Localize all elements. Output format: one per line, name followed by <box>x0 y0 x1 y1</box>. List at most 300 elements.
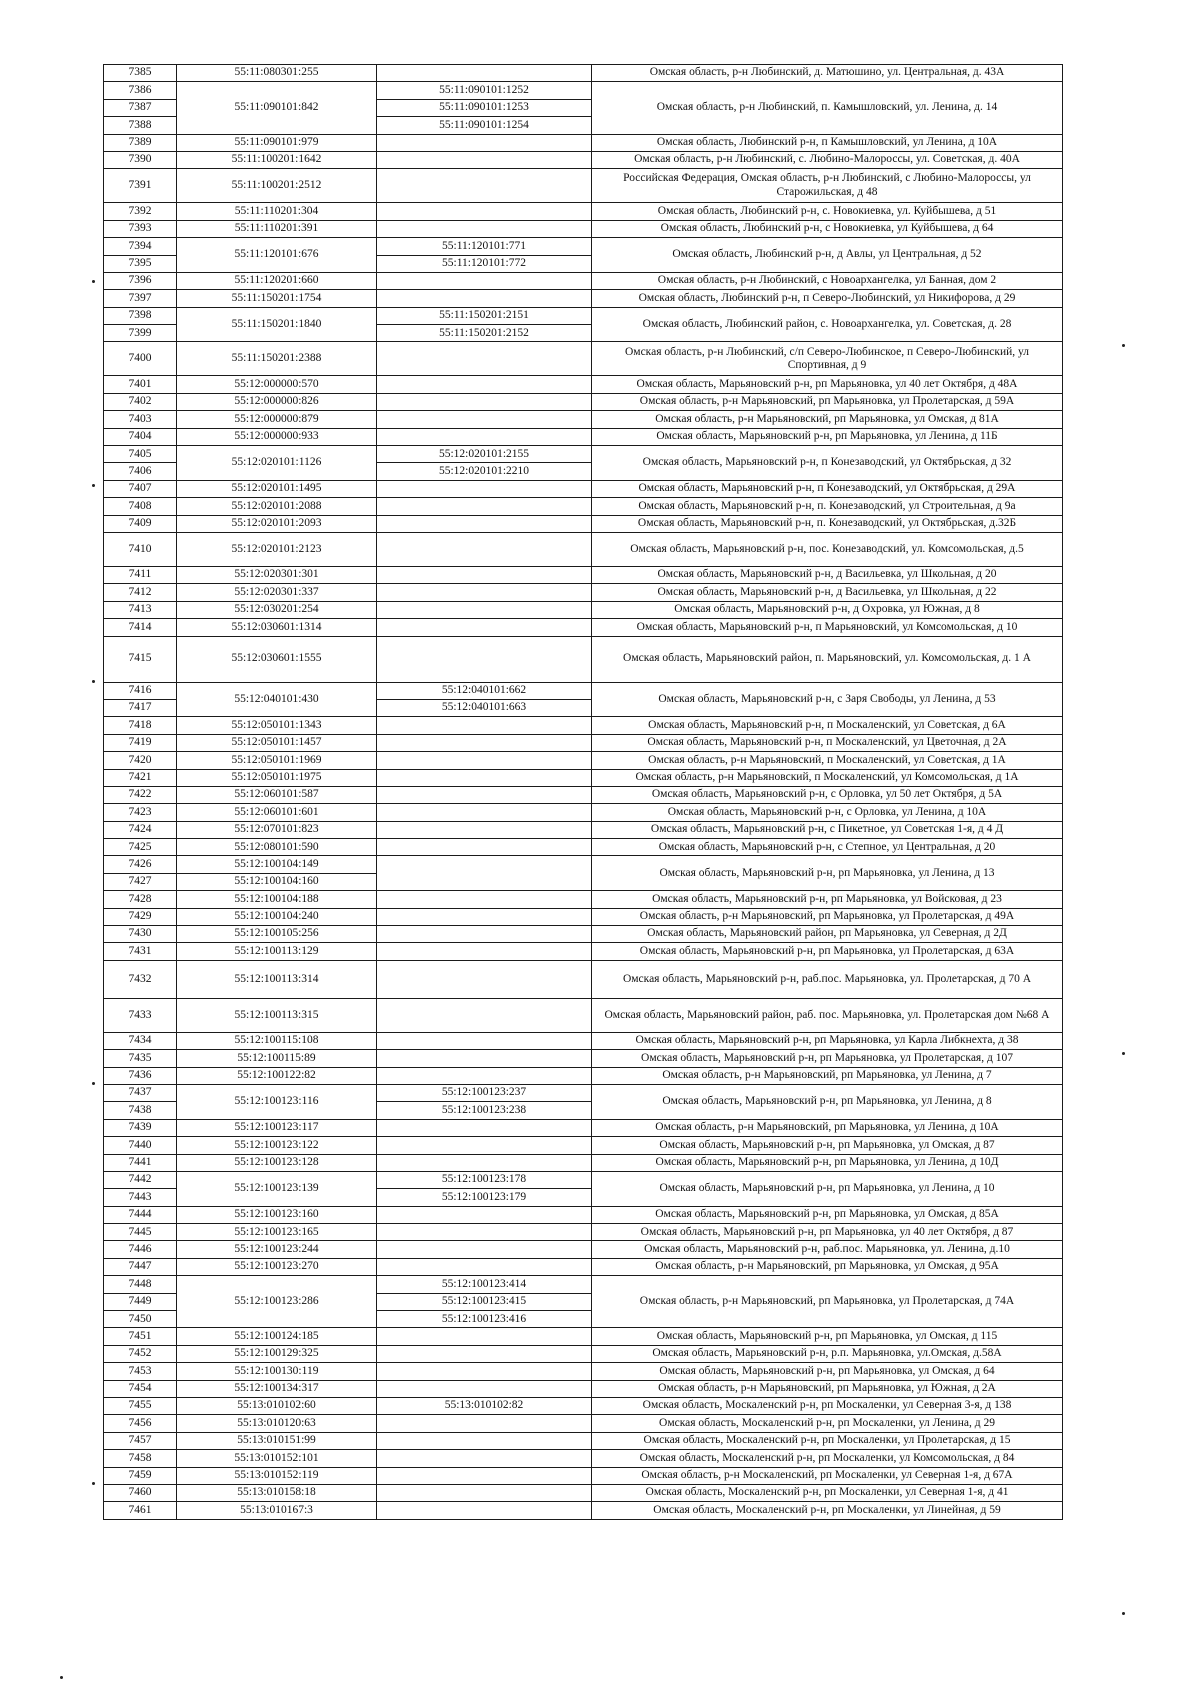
cadastral-number: 55:12:100129:325 <box>177 1345 377 1362</box>
sub-cadastral-empty <box>377 1363 592 1380</box>
address: Омская область, Марьяновский р-н, рп Марьяновка, ул Пролетарская, д 107 <box>592 1050 1063 1067</box>
row-number: 7441 <box>104 1154 177 1171</box>
address: Омская область, Марьяновский р-н, с Орловка, ул Ленина, д 10А <box>592 804 1063 821</box>
cadastral-number: 55:12:100104:188 <box>177 891 377 908</box>
sub-cadastral-empty <box>377 1206 592 1223</box>
row-number: 7433 <box>104 998 177 1032</box>
row-number: 7432 <box>104 960 177 998</box>
row-number: 7402 <box>104 393 177 410</box>
address: Омская область, Москаленский р-н, рп Москаленки, ул Линейная, д 59 <box>592 1502 1063 1519</box>
row-number: 7411 <box>104 566 177 583</box>
row-number: 7452 <box>104 1345 177 1362</box>
cadastral-number: 55:12:100123:244 <box>177 1241 377 1258</box>
address: Омская область, Марьяновский р-н, рп Марьяновка, ул Омская, д 64 <box>592 1363 1063 1380</box>
address: Омская область, Марьяновский р-н, рп Марьяновка, ул Ленина, д 10Д <box>592 1154 1063 1171</box>
row-number: 7399 <box>104 325 177 342</box>
sub-cadastral-empty <box>377 998 592 1032</box>
cadastral-number: 55:12:100115:108 <box>177 1032 377 1049</box>
address: Омская область, р-н Любинский, с/п Северо-Любинское, п Северо-Любинский, ул Спортивная, д 9 <box>592 342 1063 376</box>
sub-cadastral-empty <box>377 220 592 237</box>
row-number: 7401 <box>104 376 177 393</box>
cadastral-number: 55:12:060101:601 <box>177 804 377 821</box>
table-row <box>104 1467 1063 1484</box>
address: Омская область, Марьяновский р-н, с Заря Свободы, ул Ленина, д 53 <box>592 682 1063 717</box>
row-number: 7449 <box>104 1293 177 1310</box>
table-row <box>104 1450 1063 1467</box>
table-row <box>104 960 1063 998</box>
cadastral-number: 55:12:050101:1343 <box>177 717 377 734</box>
row-number: 7439 <box>104 1119 177 1136</box>
scan-speck <box>60 1676 63 1679</box>
row-number: 7405 <box>104 446 177 463</box>
table-row <box>104 908 1063 925</box>
table-row <box>104 1398 1063 1415</box>
address: Омская область, Марьяновский р-н, рп Марьяновка, ул 40 лет Октября, д 87 <box>592 1224 1063 1241</box>
table-row <box>104 446 1063 463</box>
cadastral-number: 55:11:110201:304 <box>177 203 377 220</box>
scan-speck <box>92 280 95 283</box>
row-number: 7395 <box>104 255 177 272</box>
sub-cadastral-empty <box>377 393 592 410</box>
row-number: 7447 <box>104 1258 177 1275</box>
address: Омская область, Марьяновский р-н, рп Марьяновка, ул Карла Либкнехта, д 38 <box>592 1032 1063 1049</box>
sub-cadastral-empty <box>377 636 592 682</box>
table-row <box>104 480 1063 497</box>
row-number: 7440 <box>104 1137 177 1154</box>
table-row <box>104 498 1063 515</box>
sub-cadastral-empty <box>377 290 592 307</box>
row-number: 7415 <box>104 636 177 682</box>
sub-cadastral-number: 55:12:100123:416 <box>377 1311 592 1328</box>
row-number: 7406 <box>104 463 177 480</box>
cadastral-number: 55:12:100123:116 <box>177 1084 377 1119</box>
table-row <box>104 1484 1063 1501</box>
sub-cadastral-empty <box>377 272 592 289</box>
sub-cadastral-number: 55:12:100123:238 <box>377 1102 592 1119</box>
table-row <box>104 169 1063 203</box>
sub-cadastral-empty <box>377 1050 592 1067</box>
cadastral-number: 55:12:020101:2088 <box>177 498 377 515</box>
cadastral-number: 55:12:050101:1969 <box>177 752 377 769</box>
cadastral-number: 55:12:060101:587 <box>177 786 377 803</box>
cadastral-number: 55:13:010158:18 <box>177 1484 377 1501</box>
address: Омская область, Любинский р-н, п Камышловский, ул Ленина, д 10А <box>592 134 1063 151</box>
cadastral-number: 55:13:010152:119 <box>177 1467 377 1484</box>
cadastral-number: 55:11:100201:1642 <box>177 151 377 168</box>
row-number: 7388 <box>104 117 177 134</box>
row-number: 7412 <box>104 584 177 601</box>
cadastral-number: 55:11:080301:255 <box>177 65 377 82</box>
address: Омская область, Марьяновский р-н, с Орловка, ул 50 лет Октября, д 5А <box>592 786 1063 803</box>
table-row <box>104 1032 1063 1049</box>
cadastral-number: 55:12:100115:89 <box>177 1050 377 1067</box>
address: Омская область, р-н Марьяновский, рп Марьяновка, ул Омская, д 95А <box>592 1258 1063 1275</box>
cadastral-number: 55:11:090101:842 <box>177 82 377 134</box>
row-number: 7398 <box>104 307 177 324</box>
sub-cadastral-number: 55:12:100123:415 <box>377 1293 592 1310</box>
address: Омская область, р-н Марьяновский, п Москаленский, ул Советская, д 1А <box>592 752 1063 769</box>
sub-cadastral-empty <box>377 1467 592 1484</box>
sub-cadastral-empty <box>377 203 592 220</box>
address: Омская область, Марьяновский р-н, раб.пос. Марьяновка, ул. Пролетарская, д 70 А <box>592 960 1063 998</box>
address: Омская область, р-н Марьяновский, рп Марьяновка, ул Ленина, д 7 <box>592 1067 1063 1084</box>
cadastral-number: 55:12:030601:1314 <box>177 619 377 636</box>
table-row <box>104 1502 1063 1519</box>
address: Омская область, Марьяновский р-н, д Васильевка, ул Школьная, д 20 <box>592 566 1063 583</box>
row-number: 7442 <box>104 1171 177 1188</box>
address: Омская область, Москаленский р-н, рп Москаленки, ул Северная 3-я, д 138 <box>592 1398 1063 1415</box>
table-row <box>104 1276 1063 1293</box>
cadastral-number: 55:12:100105:256 <box>177 926 377 943</box>
row-number: 7428 <box>104 891 177 908</box>
row-number: 7387 <box>104 99 177 116</box>
cadastral-number: 55:12:100123:139 <box>177 1171 377 1206</box>
table-row <box>104 1084 1063 1101</box>
cadastral-number: 55:12:020301:337 <box>177 584 377 601</box>
table-row <box>104 786 1063 803</box>
address: Российская Федерация, Омская область, р-н Любинский, с Любино-Малороссы, ул Старожильская, д 48 <box>592 169 1063 203</box>
sub-cadastral-empty <box>377 1241 592 1258</box>
address: Омская область, р-н Любинский, п. Камышловский, ул. Ленина, д. 14 <box>592 82 1063 134</box>
address: Омская область, Марьяновский р-н, д Васильевка, ул Школьная, д 22 <box>592 584 1063 601</box>
row-number: 7430 <box>104 926 177 943</box>
address: Омская область, Марьяновский р-н, рп Марьяновка, ул Ленина, д 8 <box>592 1084 1063 1119</box>
address: Омская область, Марьяновский р-н, рп Марьяновка, ул 40 лет Октября, д 48А <box>592 376 1063 393</box>
table-row <box>104 272 1063 289</box>
sub-cadastral-empty <box>377 960 592 998</box>
cadastral-number: 55:12:050101:1457 <box>177 734 377 751</box>
cadastral-number: 55:13:010151:99 <box>177 1432 377 1449</box>
table-row <box>104 515 1063 532</box>
sub-cadastral-empty <box>377 342 592 376</box>
address: Омская область, Марьяновский р-н, п Москаленский, ул Советская, д 6А <box>592 717 1063 734</box>
sub-cadastral-number: 55:12:040101:662 <box>377 682 592 699</box>
address: Омская область, Любинский р-н, п Северо-Любинский, ул Никифорова, д 29 <box>592 290 1063 307</box>
cadastral-number: 55:11:120201:660 <box>177 272 377 289</box>
address: Омская область, Марьяновский р-н, рп Марьяновка, ул Омская, д 85А <box>592 1206 1063 1223</box>
sub-cadastral-empty <box>377 515 592 532</box>
address: Омская область, Марьяновский р-н, рп Марьяновка, ул Ленина, д 10 <box>592 1171 1063 1206</box>
address: Омская область, Марьяновский р-н, п. Конезаводский, ул Октябрьская, д.32Б <box>592 515 1063 532</box>
table-row <box>104 1380 1063 1397</box>
sub-cadastral-empty <box>377 1154 592 1171</box>
row-number: 7461 <box>104 1502 177 1519</box>
cadastral-number: 55:12:100123:117 <box>177 1119 377 1136</box>
table-row <box>104 943 1063 960</box>
table-row <box>104 220 1063 237</box>
row-number: 7408 <box>104 498 177 515</box>
sub-cadastral-empty <box>377 151 592 168</box>
scan-speck <box>1122 344 1125 347</box>
row-number: 7444 <box>104 1206 177 1223</box>
table-row <box>104 411 1063 428</box>
row-number: 7448 <box>104 1276 177 1293</box>
sub-cadastral-empty <box>377 717 592 734</box>
table-row <box>104 839 1063 856</box>
address: Омская область, Марьяновский р-н, д Охровка, ул Южная, д 8 <box>592 601 1063 618</box>
cadastral-number: 55:12:100123:286 <box>177 1276 377 1328</box>
sub-cadastral-empty <box>377 821 592 838</box>
cadastral-number: 55:12:020101:1495 <box>177 480 377 497</box>
table-row <box>104 998 1063 1032</box>
sub-cadastral-empty <box>377 1432 592 1449</box>
address: Омская область, Марьяновский р-н, с Степное, ул Центральная, д 20 <box>592 839 1063 856</box>
row-number: 7460 <box>104 1484 177 1501</box>
sub-cadastral-number: 55:11:150201:2151 <box>377 307 592 324</box>
address: Омская область, р-н Москаленский, рп Москаленки, ул Северная 1-я, д 67А <box>592 1467 1063 1484</box>
sub-cadastral-empty <box>377 1119 592 1136</box>
table-row <box>104 856 1063 873</box>
sub-cadastral-empty <box>377 498 592 515</box>
cadastral-number: 55:12:100104:240 <box>177 908 377 925</box>
table-row <box>104 1363 1063 1380</box>
address: Омская область, р-н Марьяновский, рп Марьяновка, ул Пролетарская, д 59А <box>592 393 1063 410</box>
scan-speck <box>1122 1612 1125 1615</box>
table-row <box>104 1432 1063 1449</box>
row-number: 7423 <box>104 804 177 821</box>
cadastral-number: 55:12:100104:160 <box>177 873 377 890</box>
table-row <box>104 307 1063 324</box>
sub-cadastral-empty <box>377 1067 592 1084</box>
table-row <box>104 717 1063 734</box>
row-number: 7417 <box>104 699 177 716</box>
sub-cadastral-empty <box>377 839 592 856</box>
address: Омская область, Марьяновский район, п. Марьяновский, ул. Комсомольская, д. 1 А <box>592 636 1063 682</box>
sub-cadastral-number: 55:11:090101:1252 <box>377 82 592 99</box>
address: Омская область, Марьяновский р-н, рп Марьяновка, ул Ленина, д 13 <box>592 856 1063 891</box>
row-number: 7386 <box>104 82 177 99</box>
cadastral-number: 55:12:100122:82 <box>177 1067 377 1084</box>
row-number: 7392 <box>104 203 177 220</box>
scan-speck <box>92 1082 95 1085</box>
table-row <box>104 821 1063 838</box>
cadastral-number: 55:12:000000:570 <box>177 376 377 393</box>
row-number: 7409 <box>104 515 177 532</box>
address: Омская область, р-н Марьяновский, п Москаленский, ул Комсомольская, д 1А <box>592 769 1063 786</box>
sub-cadastral-empty <box>377 566 592 583</box>
cadastral-number: 55:12:040101:430 <box>177 682 377 717</box>
sub-cadastral-empty <box>377 1224 592 1241</box>
cadastral-number: 55:11:110201:391 <box>177 220 377 237</box>
row-number: 7397 <box>104 290 177 307</box>
row-number: 7435 <box>104 1050 177 1067</box>
cadastral-number: 55:12:030201:254 <box>177 601 377 618</box>
row-number: 7407 <box>104 480 177 497</box>
row-number: 7458 <box>104 1450 177 1467</box>
sub-cadastral-empty <box>377 1484 592 1501</box>
cadastral-number: 55:11:090101:979 <box>177 134 377 151</box>
table-row <box>104 734 1063 751</box>
table-row <box>104 1258 1063 1275</box>
row-number: 7424 <box>104 821 177 838</box>
sub-cadastral-number: 55:12:100123:179 <box>377 1189 592 1206</box>
address: Омская область, р-н Любинский, с. Любино-Малороссы, ул. Советская, д. 40А <box>592 151 1063 168</box>
row-number: 7390 <box>104 151 177 168</box>
address: Омская область, Москаленский р-н, рп Москаленки, ул Комсомольская, д 84 <box>592 1450 1063 1467</box>
row-number: 7416 <box>104 682 177 699</box>
address: Омская область, Марьяновский р-н, п Москаленский, ул Цветочная, д 2А <box>592 734 1063 751</box>
row-number: 7419 <box>104 734 177 751</box>
address: Омская область, Марьяновский р-н, п Конезаводский, ул Октябрьская, д 29А <box>592 480 1063 497</box>
cadastral-number: 55:11:120101:676 <box>177 238 377 273</box>
sub-cadastral-number: 55:11:090101:1253 <box>377 99 592 116</box>
row-number: 7414 <box>104 619 177 636</box>
row-number: 7400 <box>104 342 177 376</box>
cadastral-number: 55:12:100134:317 <box>177 1380 377 1397</box>
table-row <box>104 82 1063 99</box>
address: Омская область, р-н Марьяновский, рп Марьяновка, ул Омская, д 81А <box>592 411 1063 428</box>
table-row <box>104 376 1063 393</box>
row-number: 7421 <box>104 769 177 786</box>
sub-cadastral-empty <box>377 619 592 636</box>
cadastral-number: 55:12:100130:119 <box>177 1363 377 1380</box>
table-row <box>104 151 1063 168</box>
sub-cadastral-empty <box>377 734 592 751</box>
row-number: 7459 <box>104 1467 177 1484</box>
table-row <box>104 566 1063 583</box>
scan-speck <box>92 484 95 487</box>
sub-cadastral-empty <box>377 891 592 908</box>
sub-cadastral-empty <box>377 1137 592 1154</box>
sub-cadastral-number: 55:12:100123:414 <box>377 1276 592 1293</box>
sub-cadastral-empty <box>377 601 592 618</box>
table-row <box>104 342 1063 376</box>
sub-cadastral-empty <box>377 786 592 803</box>
cadastral-number: 55:13:010152:101 <box>177 1450 377 1467</box>
table-row <box>104 238 1063 255</box>
row-number: 7410 <box>104 532 177 566</box>
table-row <box>104 1328 1063 1345</box>
row-number: 7418 <box>104 717 177 734</box>
cadastral-number: 55:11:100201:2512 <box>177 169 377 203</box>
cadastral-number: 55:12:100113:315 <box>177 998 377 1032</box>
table-row <box>104 1241 1063 1258</box>
address: Омская область, Москаленский р-н, рп Москаленки, ул Ленина, д 29 <box>592 1415 1063 1432</box>
row-number: 7434 <box>104 1032 177 1049</box>
table-body <box>104 65 1063 1520</box>
table-row <box>104 532 1063 566</box>
address: Омская область, Марьяновский р-н, п Конезаводский, ул Октябрьская, д 32 <box>592 446 1063 481</box>
row-number: 7453 <box>104 1363 177 1380</box>
table-row <box>104 1050 1063 1067</box>
address: Омская область, Марьяновский р-н, р.п. Марьяновка, ул.Омская, д.58А <box>592 1345 1063 1362</box>
row-number: 7404 <box>104 428 177 445</box>
sub-cadastral-empty <box>377 1258 592 1275</box>
cadastral-number: 55:12:020101:1126 <box>177 446 377 481</box>
table-row <box>104 682 1063 699</box>
address: Омская область, Марьяновский р-н, рп Марьяновка, ул Пролетарская, д 63А <box>592 943 1063 960</box>
row-number: 7437 <box>104 1084 177 1101</box>
sub-cadastral-empty <box>377 532 592 566</box>
table-row <box>104 1206 1063 1223</box>
cadastral-number: 55:11:150201:1754 <box>177 290 377 307</box>
row-number: 7396 <box>104 272 177 289</box>
address: Омская область, Марьяновский р-н, п. Конезаводский, ул Строительная, д 9а <box>592 498 1063 515</box>
address: Омская область, Марьяновский р-н, п Марьяновский, ул Комсомольская, д 10 <box>592 619 1063 636</box>
cadastral-number: 55:12:020101:2123 <box>177 532 377 566</box>
sub-cadastral-empty <box>377 428 592 445</box>
table-row <box>104 1415 1063 1432</box>
table-row <box>104 601 1063 618</box>
address: Омская область, р-н Марьяновский, рп Марьяновка, ул Ленина, д 10А <box>592 1119 1063 1136</box>
cadastral-number: 55:12:000000:933 <box>177 428 377 445</box>
table-row <box>104 1345 1063 1362</box>
sub-cadastral-empty <box>377 769 592 786</box>
cadastral-number: 55:12:080101:590 <box>177 839 377 856</box>
sub-cadastral-empty <box>377 480 592 497</box>
row-number: 7455 <box>104 1398 177 1415</box>
sub-cadastral-number: 55:12:100123:178 <box>377 1171 592 1188</box>
table-row <box>104 1171 1063 1188</box>
table-row <box>104 1154 1063 1171</box>
cadastral-number: 55:12:070101:823 <box>177 821 377 838</box>
row-number: 7451 <box>104 1328 177 1345</box>
sub-cadastral-number: 55:12:100123:237 <box>377 1084 592 1101</box>
table-row <box>104 752 1063 769</box>
cadastral-number: 55:12:100113:129 <box>177 943 377 960</box>
row-number: 7457 <box>104 1432 177 1449</box>
table-row <box>104 65 1063 82</box>
address: Омская область, Марьяновский район, раб. пос. Марьяновка, ул. Пролетарская дом №68 А <box>592 998 1063 1032</box>
address: Омская область, Любинский р-н, с. Новокиевка, ул. Куйбышева, д 51 <box>592 203 1063 220</box>
address: Омская область, Марьяновский р-н, рп Марьяновка, ул Омская, д 87 <box>592 1137 1063 1154</box>
table-row <box>104 1119 1063 1136</box>
address: Омская область, Марьяновский р-н, рп Марьяновка, ул Ленина, д 11Б <box>592 428 1063 445</box>
table-row <box>104 290 1063 307</box>
sub-cadastral-empty <box>377 134 592 151</box>
sub-cadastral-empty <box>377 1502 592 1519</box>
row-number: 7454 <box>104 1380 177 1397</box>
address: Омская область, Марьяновский р-н, с Пикетное, ул Советская 1-я, д 4 Д <box>592 821 1063 838</box>
table-row <box>104 1067 1063 1084</box>
sub-cadastral-empty <box>377 943 592 960</box>
cadastral-number: 55:13:010120:63 <box>177 1415 377 1432</box>
address: Омская область, Любинский район, с. Новоархангелка, ул. Советская, д. 28 <box>592 307 1063 342</box>
cadastral-number: 55:12:100113:314 <box>177 960 377 998</box>
cadastral-number: 55:12:100104:149 <box>177 856 377 873</box>
cadastral-number: 55:12:100123:160 <box>177 1206 377 1223</box>
cadastral-number: 55:11:150201:2388 <box>177 342 377 376</box>
table-row <box>104 134 1063 151</box>
table-row <box>104 428 1063 445</box>
table-row <box>104 393 1063 410</box>
cadastral-number: 55:12:100123:165 <box>177 1224 377 1241</box>
cadastral-number: 55:12:100123:122 <box>177 1137 377 1154</box>
row-number: 7393 <box>104 220 177 237</box>
sub-cadastral-empty <box>377 1032 592 1049</box>
address: Омская область, Москаленский р-н, рп Москаленки, ул Пролетарская, д 15 <box>592 1432 1063 1449</box>
sub-cadastral-empty <box>377 804 592 821</box>
address: Омская область, Марьяновский р-н, рп Марьяновка, ул Войсковая, д 23 <box>592 891 1063 908</box>
address: Омская область, р-н Марьяновский, рп Марьяновка, ул Южная, д 2А <box>592 1380 1063 1397</box>
row-number: 7426 <box>104 856 177 873</box>
sub-cadastral-empty <box>377 856 592 891</box>
cadastral-number: 55:12:000000:826 <box>177 393 377 410</box>
address: Омская область, р-н Марьяновский, рп Марьяновка, ул Пролетарская, д 74А <box>592 1276 1063 1328</box>
row-number: 7456 <box>104 1415 177 1432</box>
address: Омская область, Марьяновский р-н, раб.пос. Марьяновка, ул. Ленина, д.10 <box>592 1241 1063 1258</box>
scan-speck <box>92 1482 95 1485</box>
table-row <box>104 636 1063 682</box>
sub-cadastral-empty <box>377 584 592 601</box>
row-number: 7413 <box>104 601 177 618</box>
cadastral-number: 55:13:010167:3 <box>177 1502 377 1519</box>
address: Омская область, Марьяновский район, рп Марьяновка, ул Северная, д 2Д <box>592 926 1063 943</box>
sub-cadastral-number: 55:12:040101:663 <box>377 699 592 716</box>
table-row <box>104 203 1063 220</box>
sub-cadastral-empty <box>377 411 592 428</box>
address: Омская область, Марьяновский р-н, рп Марьяновка, ул Омская, д 115 <box>592 1328 1063 1345</box>
